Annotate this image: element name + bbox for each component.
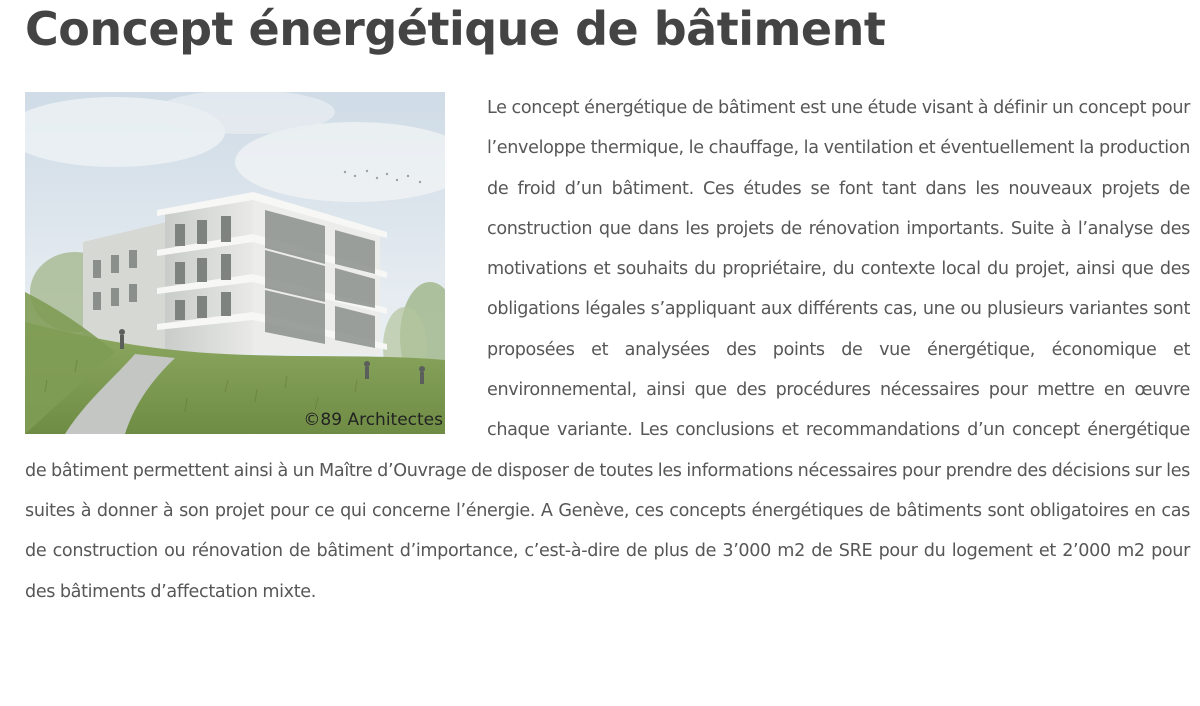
article — [25, 0, 1190, 612]
building-rendering — [25, 92, 445, 434]
body-paragraph: Le concept énergétique de bâtiment est une étude visant à définir un concept pour l’enveloppe thermique, le chauffage, la ventilation et éventuellement la production de froid d’un bâtiment. Ces études se font tant dans les nouveaux projets de construction que dans les projets de rénovation importants. Suite à l’analyse des motivations et souhaits du propriétaire, du contexte local du projet, ainsi que des obligations légales s’appliquant aux différents cas, une ou plusieurs variantes sont proposées et analysées des points de vue énergétique, économique et environnemental, ainsi que des procédures nécessaires pour mettre en œuvre chaque variante. Les conclusions et recommandations d’un concept énergétique de bâtiment permettent ainsi à un Maître d’Ouvrage de disposer de toutes les informations nécessaires pour prendre des décisions sur les suites à donner à son projet pour ce qui concerne l’énergie. A Genève, ces concepts énergétiques de bâtiments sont obligatoires en cas de construction ou rénovation de bâtiment d’importance, c’est-à-dire de plus de 3’000 m2 de SRE pour du logement et 2’000 m2 pour des bâtiments d’affectation mixte. — [25, 98, 1190, 602]
page-title: Concept énergétique de bâtiment — [25, 2, 886, 56]
image-credit: ©89 Architectes — [303, 410, 443, 430]
building-illustration — [25, 92, 445, 434]
